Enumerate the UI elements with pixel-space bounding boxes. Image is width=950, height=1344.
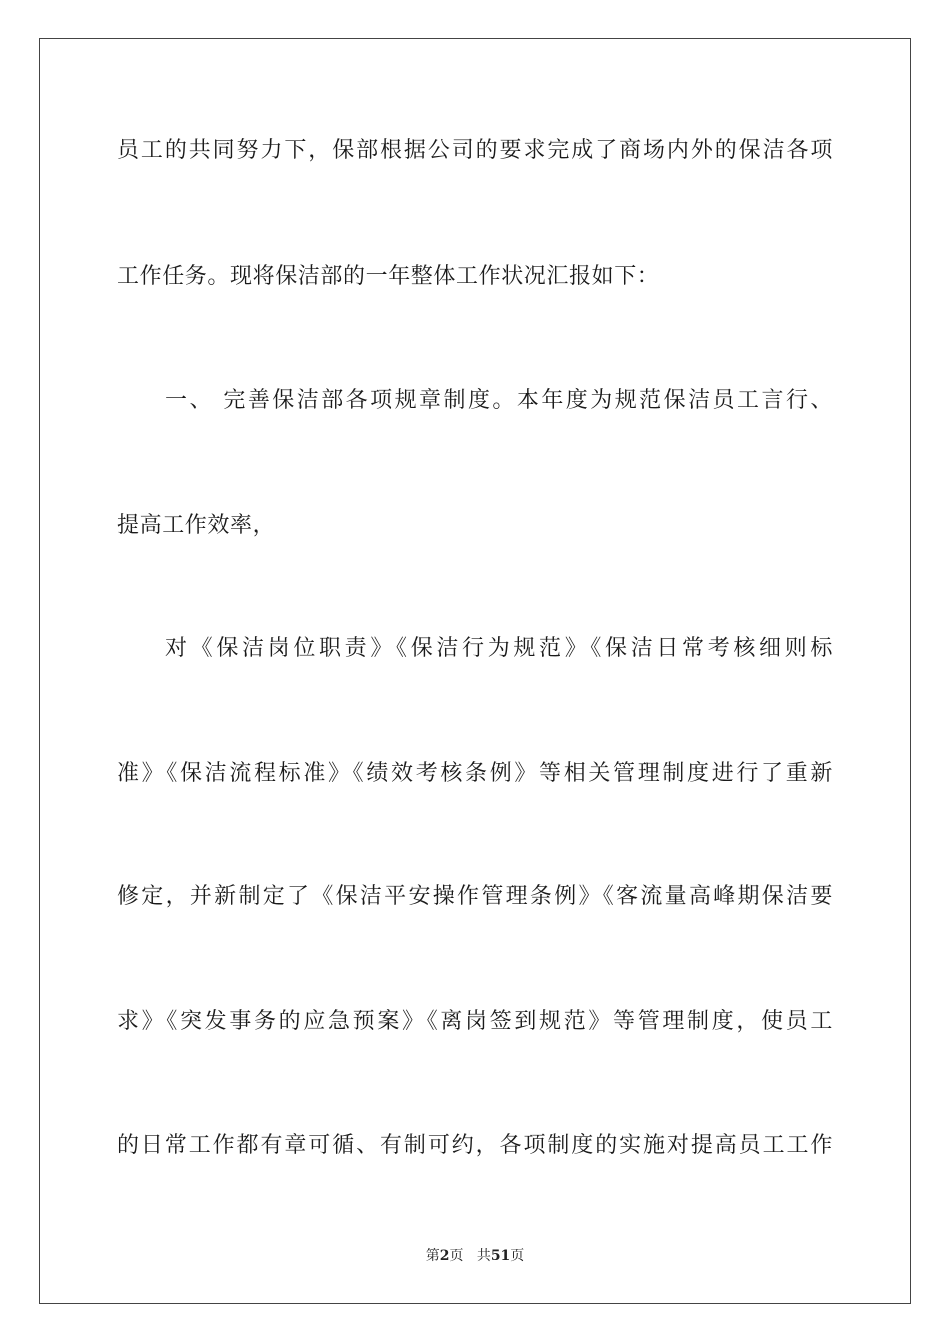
body-line-8: 求》《突发事务的应急预案》《离岗签到规范》等管理制度，使员工	[117, 1009, 833, 1034]
body-line-4: 提高工作效率，	[117, 513, 276, 538]
body-line-1: 员工的共同努力下，保部根据公司的要求完成了商场内外的保洁各项	[117, 138, 833, 163]
section-heading-line: 一、 完善保洁部各项规章制度。本年度为规范保洁员工言行、	[165, 388, 833, 413]
body-line-5: 对《保洁岗位职责》《保洁行为规范》《保洁日常考核细则标	[165, 636, 833, 661]
footer-total-suffix: 页	[510, 1248, 525, 1264]
footer-page-number: 2	[439, 1248, 450, 1264]
footer-total-pages: 51	[490, 1248, 511, 1264]
footer-page-suffix: 页	[449, 1248, 464, 1264]
body-line-6: 准》《保洁流程标准》《绩效考核条例》等相关管理制度进行了重新	[117, 761, 833, 786]
body-line-9: 的日常工作都有章可循、有制可约，各项制度的实施对提高员工工作	[117, 1133, 833, 1158]
footer-page-prefix: 第	[425, 1248, 440, 1264]
body-line-7: 修定，并新制定了《保洁平安操作管理条例》《客流量高峰期保洁要	[117, 884, 833, 909]
page-footer	[0, 1246, 950, 1266]
footer-total-prefix: 共	[476, 1248, 491, 1264]
body-line-2: 工作任务。现将保洁部的一年整体工作状况汇报如下：	[117, 264, 660, 289]
page-border	[39, 38, 911, 1304]
